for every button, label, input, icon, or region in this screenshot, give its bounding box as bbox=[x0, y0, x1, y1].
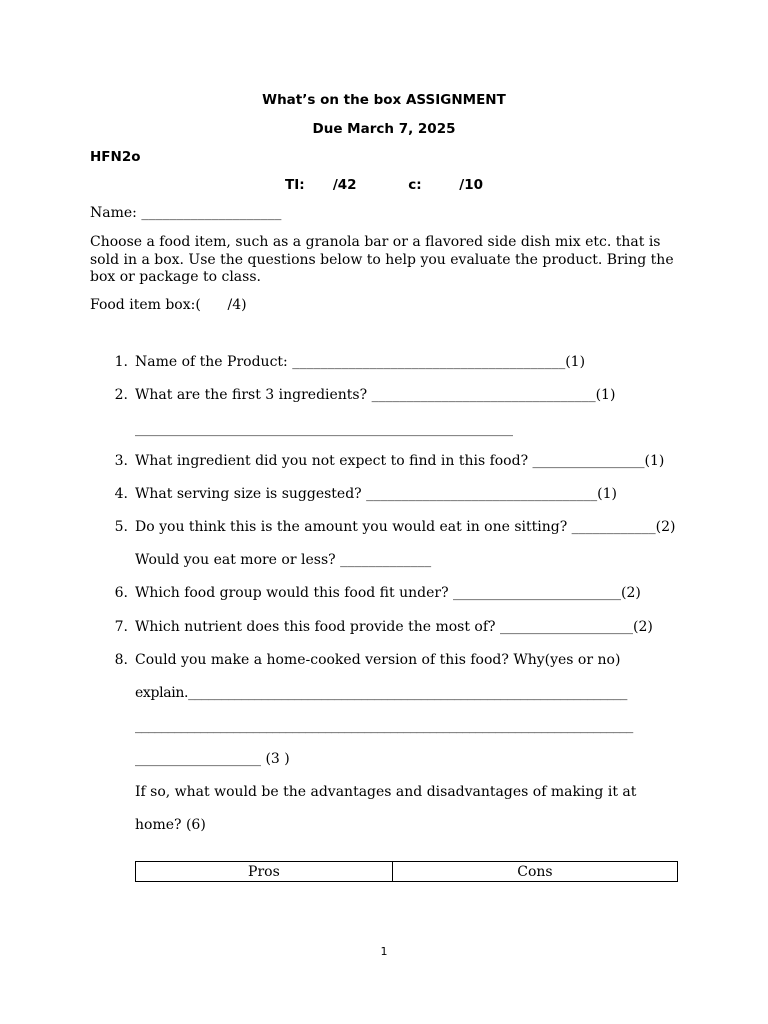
question-number: 2. bbox=[114, 387, 128, 403]
food-item-box-mark: Food item box:( /4) bbox=[90, 297, 247, 313]
due-date: Due March 7, 2025 bbox=[312, 121, 456, 137]
question-number: 7. bbox=[114, 619, 128, 635]
question-text: What are the first 3 ingredients? ________________________________(1) bbox=[135, 387, 616, 403]
question-number: 5. bbox=[114, 519, 128, 535]
question-text: Do you think this is the amount you would eat in one sitting? ____________(2) bbox=[135, 519, 676, 535]
question-text: home? (6) bbox=[135, 817, 206, 833]
course-code: HFN2o bbox=[90, 149, 141, 165]
question-text: Which food group would this food fit under? ________________________(2) bbox=[135, 585, 641, 601]
question-text: Could you make a home-cooked version of this food? Why(yes or no) bbox=[135, 652, 621, 668]
instructions-paragraph: Choose a food item, such as a granola bar or a flavored side dish mix etc. that is sold in a box. Use the questions below to help you evaluate the product. Bring the box or package to class. bbox=[90, 234, 674, 285]
assignment-title: What’s on the box ASSIGNMENT bbox=[262, 92, 506, 108]
question-number: 8. bbox=[114, 652, 128, 668]
answer-line: explain.__________________________________________________________________ bbox=[135, 685, 628, 701]
marks-line: TI: /42 c: /10 bbox=[285, 177, 483, 193]
question-number: 3. bbox=[114, 453, 128, 469]
answer-line: __________________ (3 ) bbox=[135, 751, 290, 767]
pros-header: Pros bbox=[136, 862, 393, 882]
question-text: What ingredient did you not expect to find in this food? ________________(1) bbox=[135, 453, 665, 469]
question-number: 1. bbox=[114, 354, 128, 370]
question-text: Would you eat more or less? _____________ bbox=[135, 552, 432, 568]
question-text: Which nutrient does this food provide the most of? ___________________(2) bbox=[135, 619, 653, 635]
pros-cons-table bbox=[135, 861, 678, 882]
cons-header: Cons bbox=[392, 862, 677, 882]
question-number: 4. bbox=[114, 486, 128, 502]
question-number: 6. bbox=[114, 585, 128, 601]
question-text: Name of the Product: _______________________________________(1) bbox=[135, 354, 586, 370]
answer-line: ______________________________________________________ bbox=[135, 421, 513, 437]
question-text: If so, what would be the advantages and disadvantages of making it at bbox=[135, 784, 637, 800]
answer-line: ____________________________________________________________________________ bbox=[135, 718, 633, 734]
page-number: 1 bbox=[380, 945, 388, 958]
question-text: What serving size is suggested? _________________________________(1) bbox=[135, 486, 617, 502]
name-line: Name: ____________________ bbox=[90, 205, 282, 221]
